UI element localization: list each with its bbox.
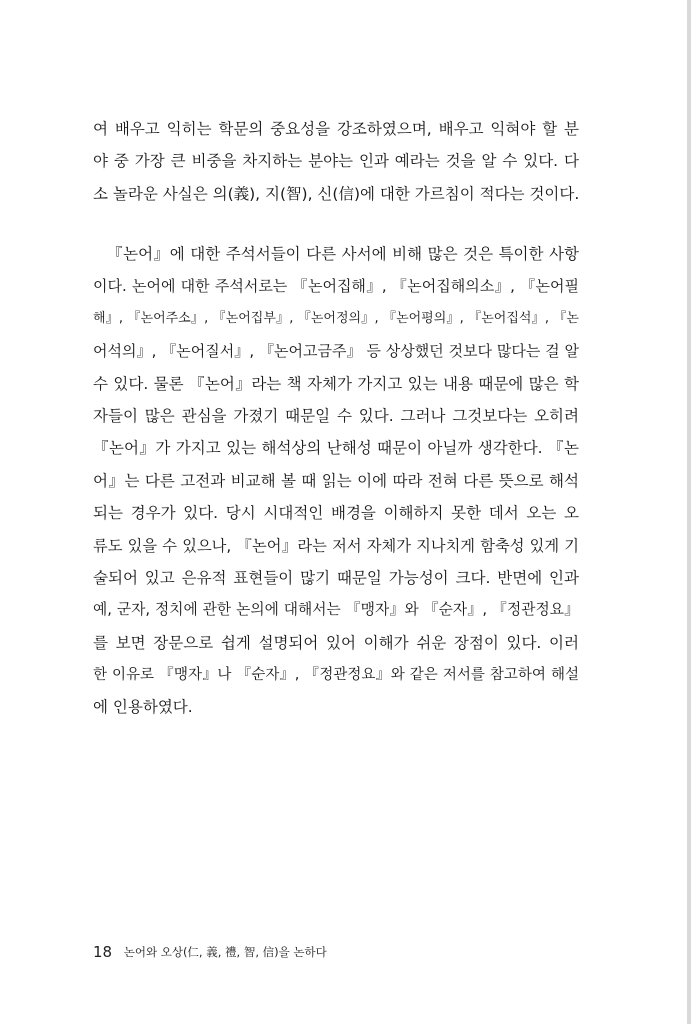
running-title: 논어와 오상(仁, 義, 禮, 智, 信)을 논하다 (123, 945, 327, 959)
text-line: 되는 경우가 있다. 당시 시대적인 배경을 이해하지 못한 데서 오는 오 (93, 504, 579, 523)
text-line: 이다. 논어에 대한 주석서로는 『논어집해』, 『논어집해의소』, 『논어필 (93, 277, 579, 296)
text-line: 에 인용하였다. (93, 698, 193, 717)
text-line: 를 보면 장문으로 쉽게 설명되어 있어 이해가 쉬운 장점이 있다. 이러 (93, 633, 579, 652)
text-line: 술되어 있고 은유적 표현들이 많기 때문일 가능성이 크다. 반면에 인과 (93, 568, 579, 587)
page-number: 18 (93, 943, 113, 961)
text-line: 『논어』가 가지고 있는 해석상의 난해성 때문이 아닐까 생각한다. 『논 (93, 439, 579, 458)
text-line: 수 있다. 물론 『논어』라는 책 자체가 가지고 있는 내용 때문에 많은 학 (93, 374, 579, 393)
page-edge-divider (687, 0, 691, 1024)
text-line: 『논어』에 대한 주석서들이 다른 사서에 비해 많은 것은 특이한 사항 (107, 245, 579, 263)
text-line: 야 중 가장 큰 비중을 차지하는 분야는 인과 예라는 것을 알 수 있다. 다 (93, 152, 579, 171)
text-line: 여 배우고 익히는 학문의 중요성을 강조하였으며, 배우고 익혀야 할 분 (93, 120, 579, 138)
text-line: 해』, 『논어주소』, 『논어집부』, 『논어정의』, 『논어평의』, 『논어집석』, 『논 (93, 310, 579, 326)
paragraph-1 (93, 113, 579, 210)
text-line: 류도 있을 수 있으나, 『논어』라는 저서 자체가 지나치게 함축성 있게 기 (93, 536, 579, 555)
text-line: 자들이 많은 관심을 가졌기 때문일 수 있다. 그러나 그것보다는 오히려 (93, 406, 579, 425)
page-footer (93, 943, 327, 961)
text-line: 예, 군자, 정치에 관한 논의에 대해서는 『맹자』와 『순자』, 『정관정요』 (93, 601, 579, 619)
text-line: 한 이유로 『맹자』나 『순자』, 『정관정요』와 같은 저서를 참고하여 해설 (93, 667, 579, 684)
text-line: 어』는 다른 고전과 비교해 볼 때 읽는 이에 따라 전혀 다른 뜻으로 해석 (93, 471, 579, 490)
text-line: 소 놀라운 사실은 의(義), 지(智), 신(信)에 대한 가르침이 적다는 것이다. (93, 184, 580, 203)
text-line: 어석의』, 『논어질서』, 『논어고금주』 등 상상했던 것보다 많다는 걸 알 (93, 342, 579, 361)
paragraph-2 (93, 238, 579, 724)
